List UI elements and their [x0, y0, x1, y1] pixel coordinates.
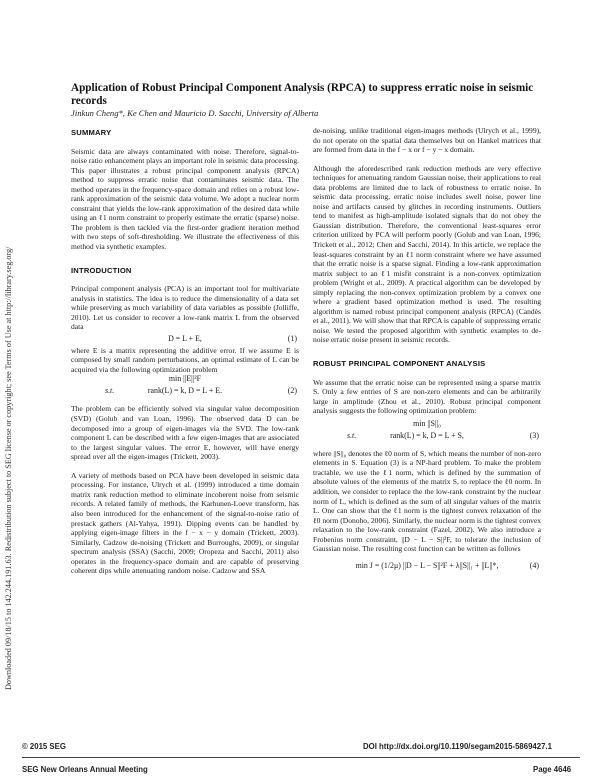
equation-3-subject-to: s.t.: [347, 430, 357, 440]
equation-3-constraints: rank(L) = k, D = L + S,: [390, 430, 464, 440]
paper-authors: Jinkun Cheng*, Ke Chen and Mauricio D. Sacchi, University of Alberta: [71, 108, 319, 118]
equation-3-objective: min ||S||₀: [413, 418, 441, 428]
equation-2-constraints: rank(L) = k, D = L + E.: [147, 386, 223, 396]
equation-3: [313, 419, 541, 445]
equation-1: [71, 332, 299, 346]
equation-2-objective: min ||E||²F: [168, 374, 202, 384]
intro-paragraph-1: Principal component analysis (PCA) is an important tool for multivariate analysis in statistics. The idea is to reduce the dimensionality of a data set while preserving as much variability of data variables as possible (Jolliffe, 2010). Let us consider to recover a low-rank matrix L from the observed data: [71, 284, 299, 332]
footer-meeting: SEG New Orleans Annual Meeting: [22, 765, 148, 774]
left-column: [71, 128, 299, 576]
equation-3-number: (3): [529, 430, 539, 440]
summary-text: Seismic data are always contaminated with noise. Therefore, signal-to-noise ratio enhancement plays an important role in seismic data processing. This paper illustrates a robust principal component analysis (RPCA) method to suppress erratic noise that contaminates seismic data. The method operates in the frequency-space domain and relies on a robust low-rank approximation of the seismic data volume. We adopt a nuclear norm constraint that yields the low-rank approximation of the desired data while using an ℓ1 norm constraint to properly estimate the erratic (sparse) noise. The problem is then tackled via the first-order gradient iteration method with two steps of soft-thresholding. We illustrate the effectiveness of this method via synthetic examples.: [71, 146, 299, 252]
footer-page-number: Page 4646: [533, 765, 572, 774]
introduction-heading: INTRODUCTION: [71, 265, 132, 275]
rpca-paragraph-1: We assume that the erratic noise can be represented using a sparse matrix S. Only a few entries of S are non-zero elements and can be arbitrarily large in amplitude (Zhou et al., 2010). Robust principal component analysis suggests the following optimization problem:: [313, 377, 541, 416]
rpca-heading: ROBUST PRINCIPAL COMPONENT ANALYSIS: [313, 359, 486, 369]
intro-paragraph-2: where E is a matrix representing the additive error. If we assume E is composed by small random perturbations, an optimal estimate of L can be acquired via the following optimization problem: [71, 345, 299, 374]
footer-doi[interactable]: DOI http://dx.doi.org/10.1190/segam2015-5869427.1: [363, 742, 552, 751]
rpca-paragraph-2: where ||S||₀ denotes the ℓ0 norm of S, which means the number of non-zero elements in S. Equation (3) is a NP-hard problem. To make the problem tractable, we use the ℓ1 norm, which is defined by the summation of absolute values of the elements of the matrix S, to replace the ℓ0 norm. In addition, we consider to replace the the low-rank constraint by the nuclear norm of L, which is defined as the sum of all singular values of the matrix L. One can show that the ℓ1 norm is the tightest convex relaxation of the ℓ0 norm (Donoho, 2006). Similarly, the nuclear norm is the tightest convex relaxation to the low-rank constraint (Fazel, 2002). We also introduce a Frobenius norm constraint, ||D − L − S||²F, to tolerate the inclusion of Gaussian noise. The resulting cost function can be written as follows: [313, 448, 541, 554]
equation-1-body: D = L + E,: [168, 333, 202, 343]
paper-title: Application of Robust Principal Component Analysis (RPCA) to suppress erratic noise in seismic records: [71, 82, 534, 107]
equation-2-subject-to: s.t.: [105, 386, 115, 396]
equation-2: [71, 374, 299, 400]
summary-heading: SUMMARY: [71, 128, 112, 137]
equation-2-number: (2): [287, 386, 297, 396]
right-column: [313, 126, 541, 573]
right-paragraph-2: Although the aforedescribed rank reduction methods are very effective techniques for attenuating random Gaussian noise, their applications to real data problems are limited due to lack of robustness to erratic noise. In seismic data processing, erratic noise includes swell noise, power line noise and artifacts caused by glitches in recording instruments. Outliers tend to manifest as high-amplitude isolated signals that do not obey the Gaussian distribution. Therefore, the conventional least-squares error criterion utilized by PCA will perform poorly (Golub and van Loan, 1996; Trickett et al., 2012; Chen and Sacchi, 2014). In this article, we replace the least-squares constraint by an ℓ1 norm constraint where we have assumed that the erratic noise is a sparse signal. Finding a low-rank approximation matrix subject to an ℓ1 misfit constraint is a non-convex optimization problem (Wright et al., 2009). A practical algorithm can be developed by simply replacing the non-convex optimization problem by a convex one where a gradient based optimization method is used. The resulting algorithm is named robust principal component analysis (RPCA) (Candès et al., 2011). We will show that that RPCA is capable of suppressing erratic noise. We tested the proposed algorithm with synthetic examples to de-noise erratic noise present in seismic records.: [313, 163, 541, 345]
intro-paragraph-3: The problem can be efficiently solved via singular value decomposition (SVD) (Golub and van Loan, 1996). The observed data D can be decomposed into a group of eigen-images via the SVD. The low-rank component L can be described with a few eigen-images that are associated to the largest singular values. The error E, however, will have energy spread over all the eigen-images (Trickett, 2003).: [71, 404, 299, 462]
footer-copyright: © 2015 SEG: [22, 742, 66, 751]
equation-4-number: (4): [529, 560, 539, 570]
equation-4: [313, 559, 541, 573]
footer-divider: [22, 757, 580, 758]
equation-1-number: (1): [287, 333, 297, 343]
download-note: Downloaded 09/18/15 to 142.244.191.63. Redistribution subject to SEG license or copyright; see Terms of Use at http://library.seg.org/: [4, 246, 13, 690]
download-sidebar: [2, 130, 16, 690]
right-paragraph-1: de-noising, unlike traditional eigen-images methods (Ulrych et al., 1999), do not operate on the spatial data themselves but on Hankel matrices that are formed from data in the f − x or f − y − x domain.: [313, 126, 541, 155]
equation-4-body: min J = (1/2μ) ||D − L − S||²F + λ||S||₁ + ||L||*,: [355, 560, 499, 570]
intro-paragraph-4: A variety of methods based on PCA have been developed in seismic data processing. For instance, Ulrych et al. (1999) introduced a time domain matrix rank reduction method to eliminate incoherent noise from seismic records. A related family of methods, the Karhunen-Loeve transform, has also been introduced for the enhancement of the signal-to-noise ratio of prestack gathers (Al-Yahya, 1991). Dipping events can be handled by applying eigen-image filters in the f − x − y domain (Trickett, 2003). Similarly, Cadzow de-noising (Trickett and Burroughs, 2009), or singular spectrum analysis (SSA) (Sacchi, 2009; Oropeza and Sacchi, 2011) also operates in the frequency-space domain and are capable of preserving coherent dips while attenuating random noise. Cadzow and SSA: [71, 470, 299, 576]
